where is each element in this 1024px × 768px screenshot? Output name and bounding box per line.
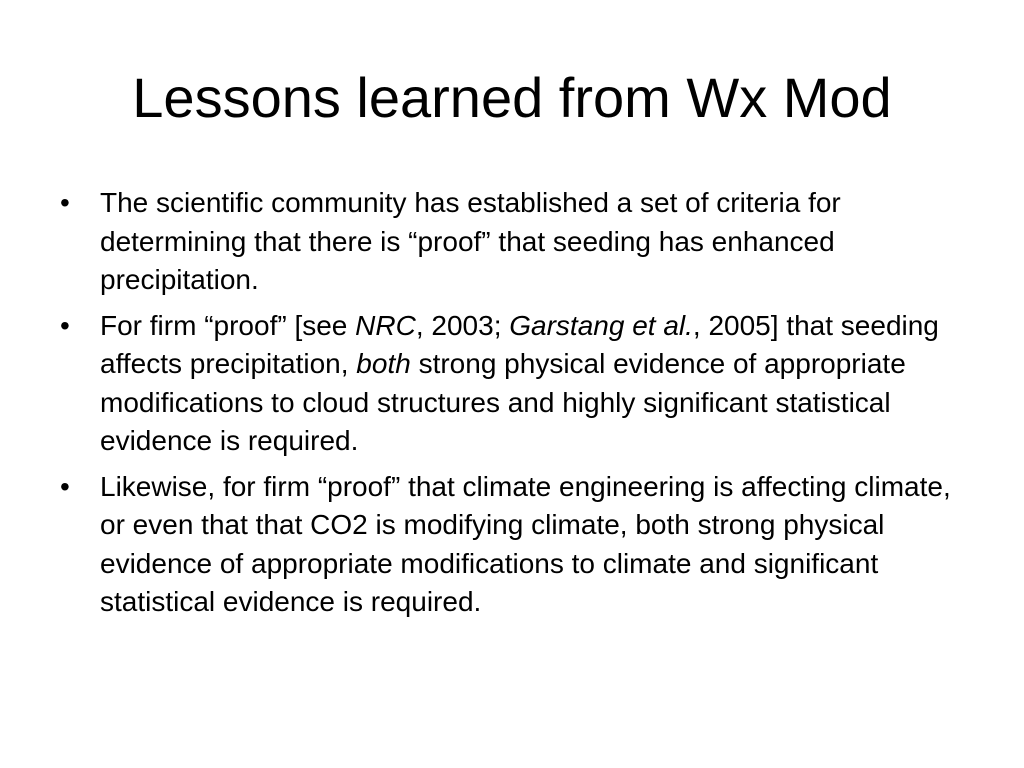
bullet-item-1	[58, 184, 968, 300]
bullet-text-3: Likewise, for firm “proof” that climate engineering is affecting climate, or even that that CO2 is modifying climate, both strong physical evidence of appropriate modifications to climate and significant statistical evidence is required.	[100, 470, 951, 617]
bullet-2-segment-3: , 2005] that seeding affects precipitation,	[100, 309, 939, 379]
bullet-icon: •	[60, 470, 70, 502]
bullet-list	[58, 184, 968, 629]
citation-garstang: Garstang et al.	[509, 309, 693, 341]
bullet-icon: •	[60, 309, 70, 341]
emphasis-both: both	[356, 348, 411, 379]
bullet-item-2	[58, 307, 968, 461]
bullet-2-segment-2: , 2003;	[415, 309, 510, 341]
bullet-icon: •	[60, 187, 70, 218]
bullet-2-segment-4: strong physical evidence of appropriate modifications to cloud structures and highly significant statistical evidence is required.	[100, 348, 906, 456]
bullet-text-1: The scientific community has established a set of criteria for determining that there is “proof” that seeding has enhanced precipitation.	[100, 187, 841, 295]
citation-nrc: NRC	[355, 309, 416, 341]
bullet-item-3	[58, 468, 968, 622]
bullet-text-2	[100, 307, 968, 461]
bullet-2-segment-1: For firm “proof” [see	[100, 309, 356, 341]
slide-title: Lessons learned from Wx Mod	[132, 66, 892, 129]
